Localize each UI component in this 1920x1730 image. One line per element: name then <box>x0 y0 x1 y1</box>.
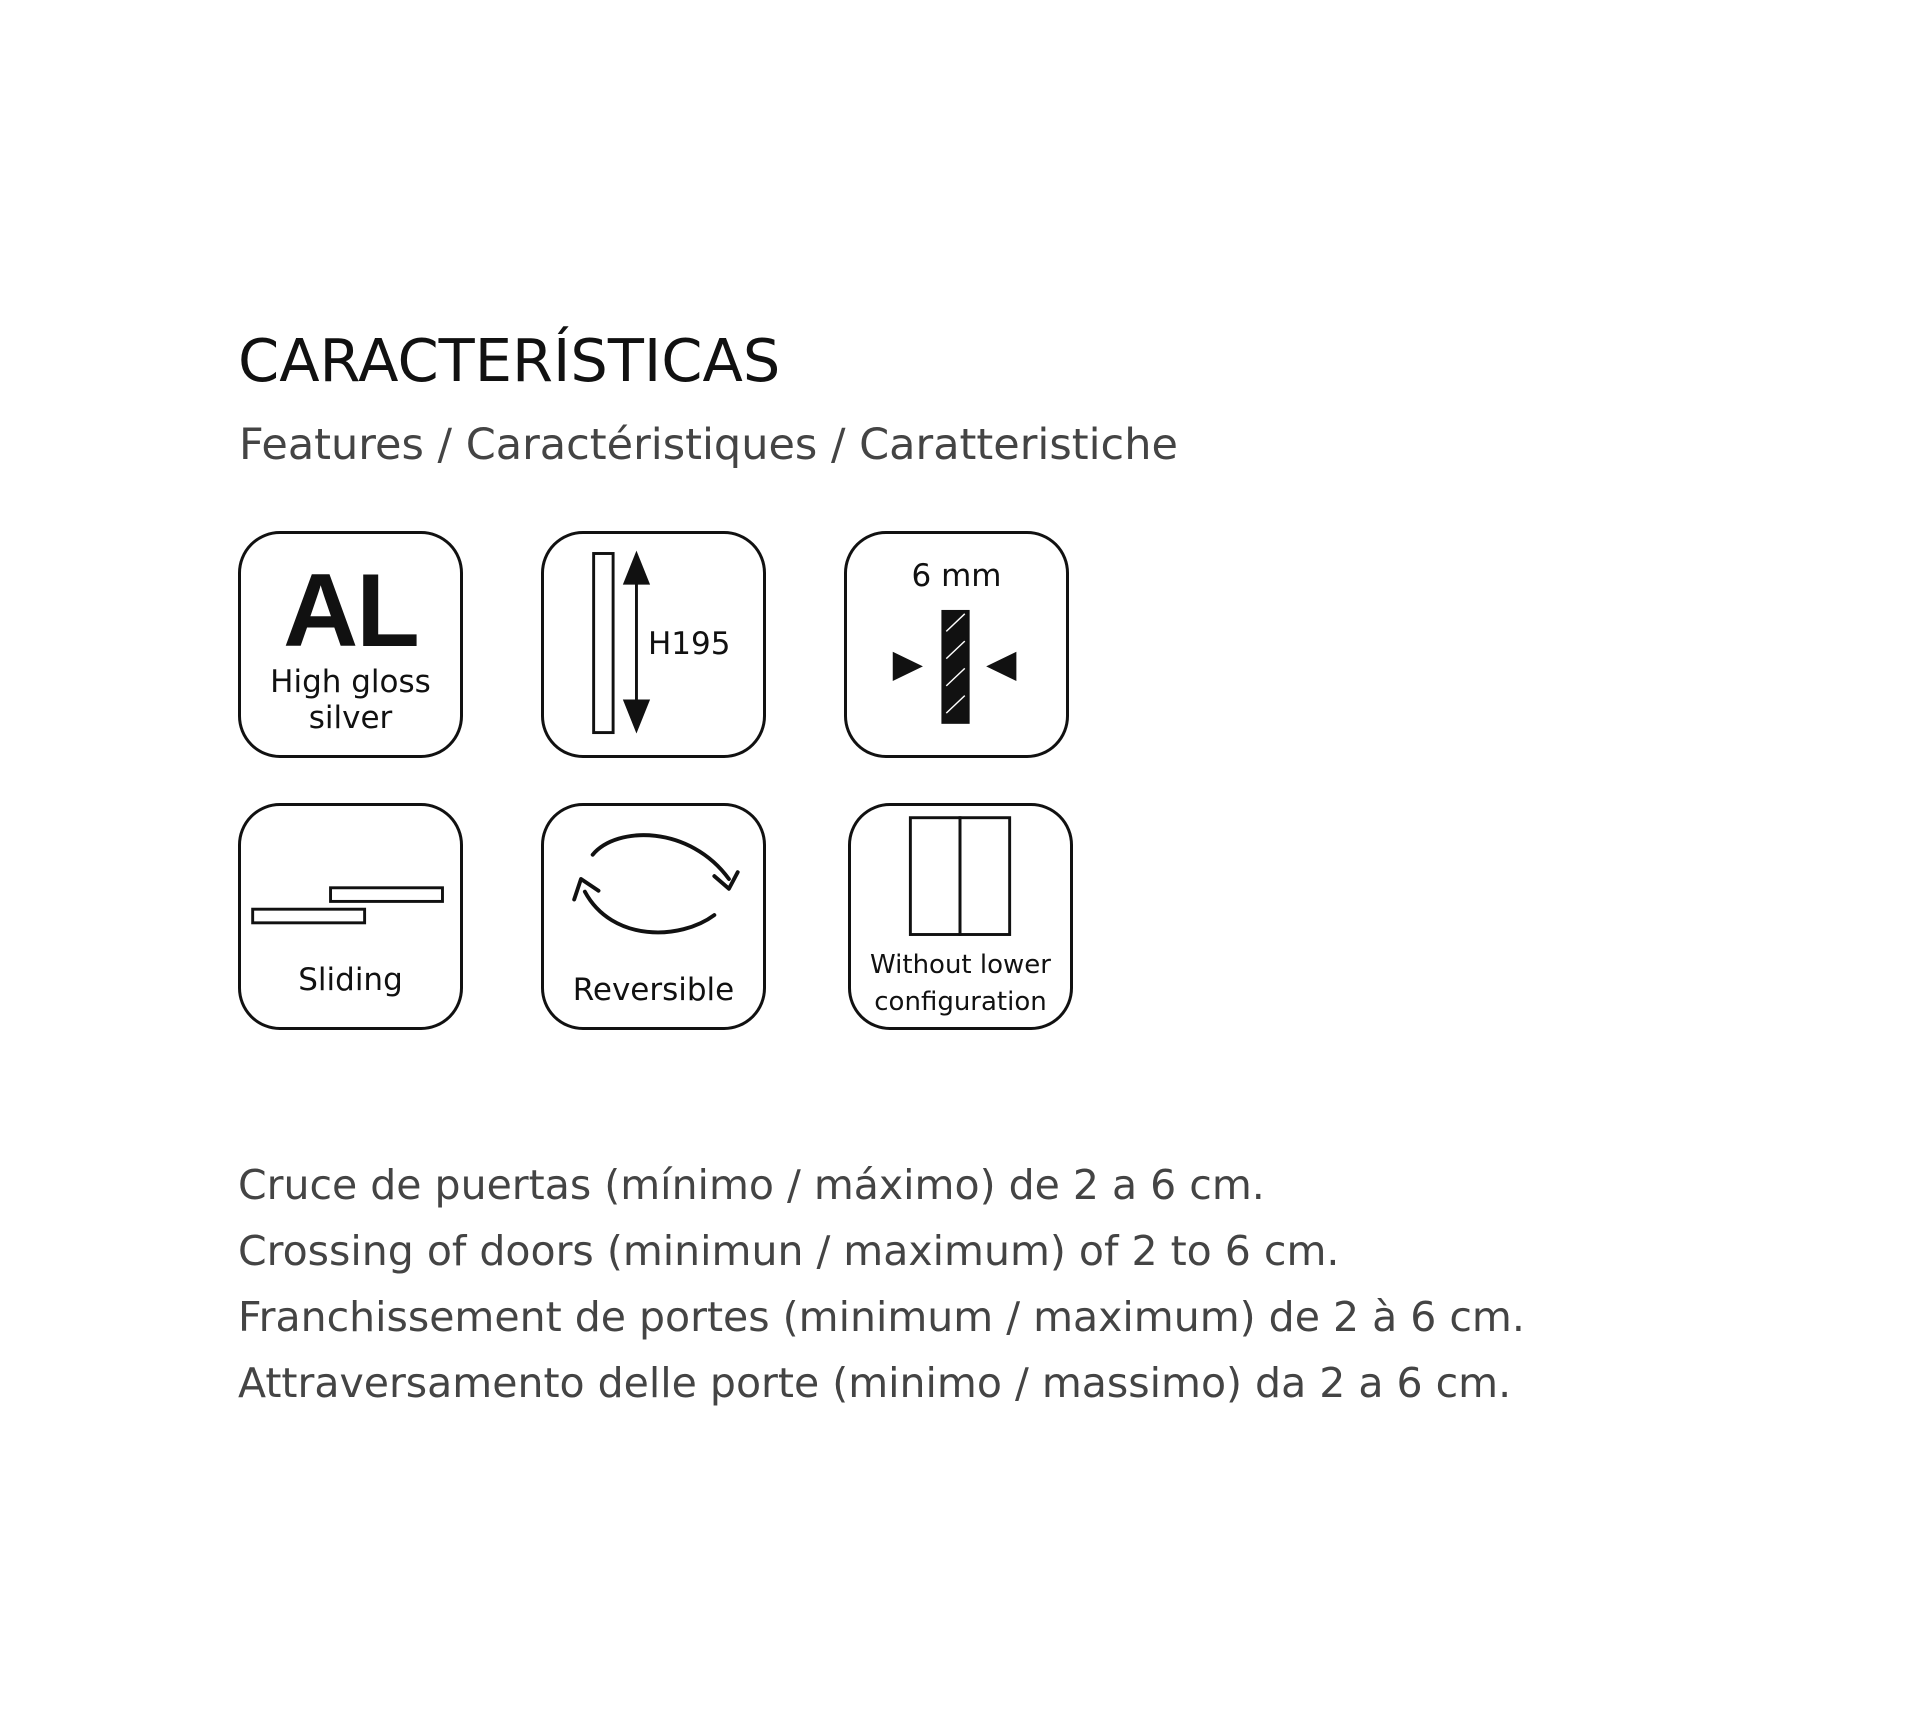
feature-aluminium-label-line-2: silver <box>308 700 393 736</box>
feature-glass-thickness <box>844 531 1069 758</box>
page-subtitle: Features / Caractéristiques / Caratteristiche <box>239 420 1178 470</box>
description-line-en: Crossing of doors (minimun / maximum) of 2 to 6 cm. <box>238 1227 1340 1275</box>
description-line-es: Cruce de puertas (mínimo / máximo) de 2 a 6 cm. <box>238 1161 1265 1209</box>
feature-double-door-label <box>851 947 1070 1021</box>
feature-aluminium-label-line-1: High gloss <box>270 664 431 700</box>
feature-reversible <box>541 803 766 1030</box>
glass-thickness-icon <box>847 534 1066 755</box>
feature-sliding-label: Sliding <box>298 962 403 998</box>
feature-double-door <box>848 803 1073 1030</box>
feature-aluminium <box>238 531 463 758</box>
feature-height <box>541 531 766 758</box>
feature-double-door-label-line-2: configuration <box>874 987 1047 1017</box>
feature-double-door-label-line-1: Without lower <box>870 950 1051 980</box>
feature-reversible-label: Reversible <box>572 972 735 1008</box>
feature-sliding <box>238 803 463 1030</box>
description-line-fr: Franchissement de portes (minimum / maximum) de 2 à 6 cm. <box>238 1293 1525 1341</box>
aluminium-icon: AL <box>283 553 418 669</box>
feature-height-label: H195 <box>648 626 731 662</box>
door-crossing-description <box>238 1152 1525 1416</box>
page-title: CARACTERÍSTICAS <box>238 326 781 395</box>
feature-aluminium-label <box>241 664 460 736</box>
feature-glass-thickness-label: 6 mm <box>911 558 1002 594</box>
description-line-it: Attraversamento delle porte (minimo / massimo) da 2 a 6 cm. <box>238 1359 1512 1407</box>
